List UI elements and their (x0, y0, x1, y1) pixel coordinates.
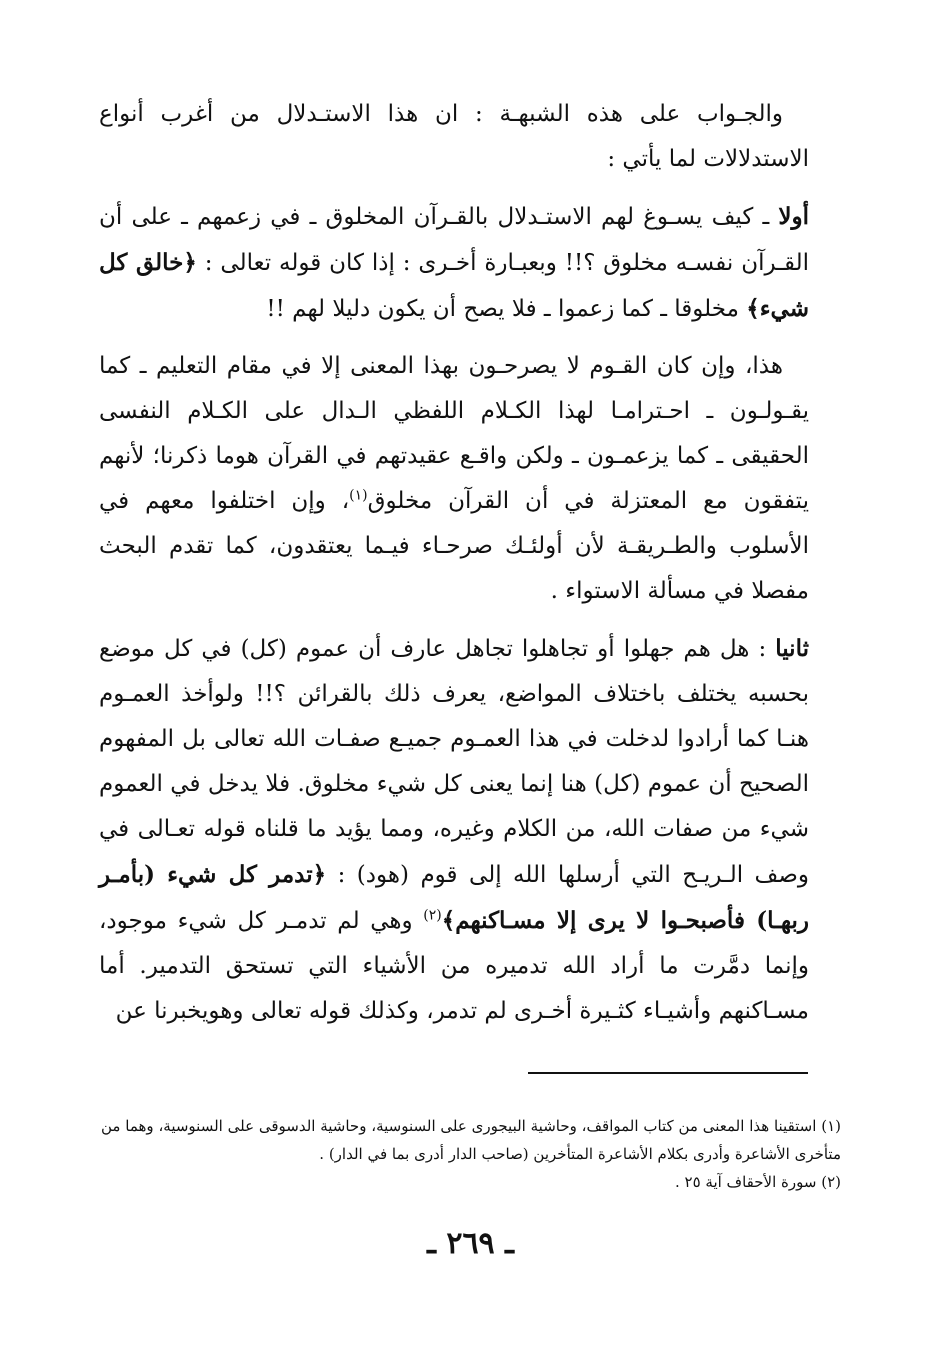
quran-verse-khaliq: ﴿خالق كل شيء﴾ (99, 249, 809, 322)
first-point-heading: أولا (778, 203, 809, 230)
second-point-heading: ثانيا (775, 635, 809, 662)
footnotes (101, 1112, 841, 1196)
footnote-ref-2: (٢) (423, 907, 442, 924)
first-point-paragraph (99, 194, 809, 332)
first-point-text: ـ كيف يسـوغ لهم الاستـدلال بالقـرآن المخلوق ـ في زعمهم ـ على أن القـرآن نفسـه مخلوق ؟!! وبعبـارة أخـرى : إذا كان قوله تعالى : (99, 204, 809, 276)
page-number: ـ ٢٦٩ ـ (427, 1226, 514, 1261)
intro-paragraph: والجـواب على هذه الشبهـة : ان هذا الاستـدلال من أغرب أنواع الاستدلالات لما يأتي : (99, 101, 809, 172)
footnote-1: (١) استقينا هذا المعنى من كتاب المواقف، وحاشية البيجورى على السنوسية، وحاشية الدسوقى على السنوسية، وهما من متأخرى الأشاعرة وأدرى بكلام الأشاعرة المتأخرين (صاحب الدار أدرى بما في الدار) . (101, 1117, 841, 1163)
continuation-text-end: ، وإن اختلفوا معهم في الأسلوب والطـريقـة لأن أولئـك صرحـاء فيـما يعتقدون، كما تقدم البحث مفصلا في مسألة الاستواء . (99, 488, 809, 604)
footnote-ref-1: (١) (349, 487, 368, 504)
footnote-separator (528, 1072, 808, 1074)
footnote-2: (٢) سورة الأحقاف آية ٢٥ . (674, 1173, 841, 1191)
second-point-text: : هل هم جهلوا أو تجاهلوا تجاهل عارف أن عموم (كل) في كل موضع بحسبه يختلف باختلاف المواضع، يعرف ذلك بالقرائن ؟!! ولوأخذ العمـوم هنـا كما أرادوا لدخلت في هذا العمـوم جميـع صفـات الله تعالى بل المفهوم الصحيح أن عموم (كل) هنا إنما يعنى كل شيء مخلوق. فلا يدخل في العموم شيء من صفات الله، من الكلام وغيره، ومما يؤيد ما قلناه قوله تعـالى في وصف الـريـح التي أرسلها الله إلى قوم (هود) : (99, 636, 809, 888)
quran-verse-tudammir: ﴿تدمر كل شيء (بأمـر ربهـا) فأصبحـوا لا يرى إلا مسـاكنهم﴾ (99, 861, 809, 934)
second-point-paragraph (99, 626, 809, 1034)
continuation-text: هذا، وإن كان القـوم لا يصرحـون بهذا المعنى إلا في مقام التعليم ـ كما يقـولـون ـ احـترامـا لهذا الكـلام اللفظي الـدال على الكـلام النفسى الحقيقى ـ كما يزعمـون ـ ولكن واقـع عقيدتهم في القرآن هوما ذكرنا؛ لأنهم يتفقون مع المعتزلة في أن القرآن مخلوق (99, 353, 809, 514)
main-text (99, 92, 809, 1034)
first-point-text-end: مخلوقا ـ كما زعموا ـ فلا يصح أن يكون دليلا لهم !! (266, 296, 747, 322)
first-point-continuation (99, 344, 809, 614)
second-point-text-end: وهي لم تدمـر كل شيء موجود، وإنما دمَّرت ما أراد الله تدميره من الأشياء التي تستحق التدمير. أما مسـاكنهم وأشيـاء كثـيرة أخـرى لم تدمر، وكذلك قوله تعالى وهويخبرنا عن (99, 908, 809, 1024)
